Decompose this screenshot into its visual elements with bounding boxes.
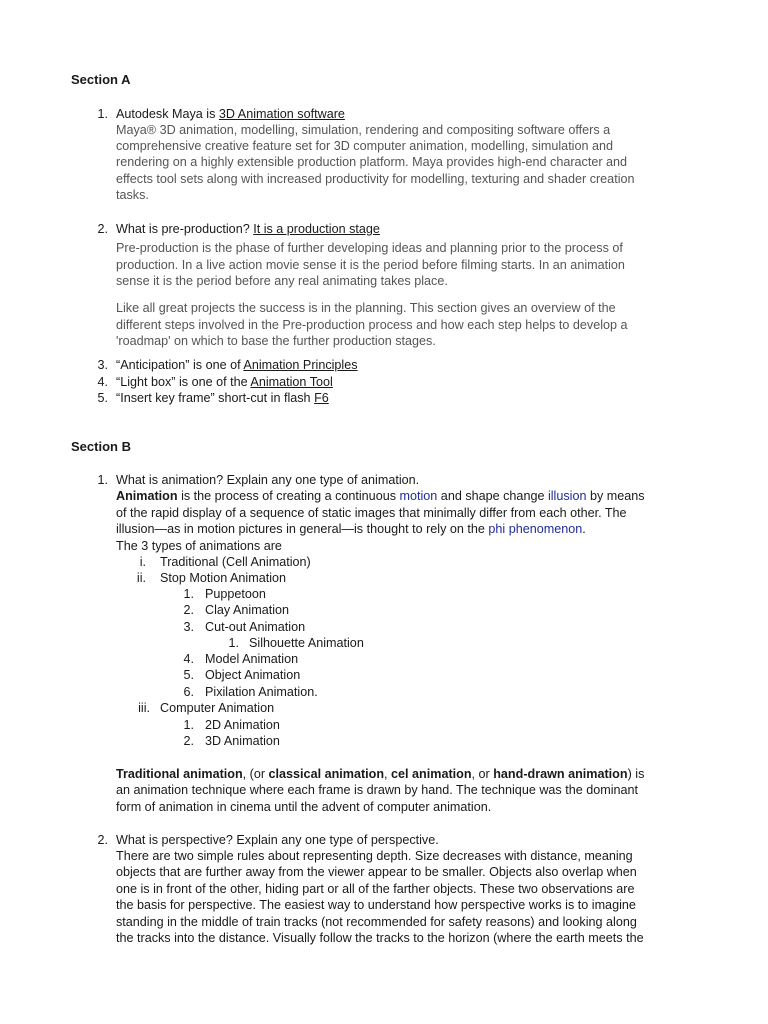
- term-bold: Animation: [116, 489, 178, 503]
- link-phi-phenomenon[interactable]: phi phenomenon: [488, 522, 583, 536]
- term-bold: classical animation: [268, 767, 385, 781]
- body-line: There are two simple rules about representing depth. Size decreases with distance, meaning: [116, 849, 633, 863]
- text: , or: [471, 767, 494, 781]
- description-line: Pre-production is the phase of further developing ideas and planning prior to the process of: [116, 241, 623, 255]
- description-line: comprehensive creative feature set for 3D computer animation, modelling, simulation and: [116, 139, 614, 153]
- list-number: 1.: [183, 718, 194, 732]
- list-number: 2.: [97, 833, 108, 847]
- list-item: Puppetoon: [205, 587, 266, 601]
- question-4: [116, 374, 333, 391]
- list-number: 3.: [97, 358, 108, 372]
- body-line: objects that are further away from the viewer appear to be smaller. Objects also overlap when: [116, 865, 637, 879]
- link-motion[interactable]: motion: [399, 489, 438, 503]
- traditional-line: [116, 766, 644, 783]
- text: by means: [586, 489, 645, 503]
- list-number: 5.: [97, 391, 108, 405]
- term-bold: Traditional animation: [116, 767, 243, 781]
- list-number: 4.: [97, 375, 108, 389]
- list-item: Traditional (Cell Animation): [160, 555, 311, 569]
- question-text: What is pre-production?: [116, 222, 254, 236]
- list-item: Computer Animation: [160, 701, 275, 715]
- list-number: 2.: [183, 734, 194, 748]
- types-intro: The 3 types of animations are: [116, 539, 282, 553]
- answer-text: Animation Tool: [250, 375, 333, 389]
- list-item: 3D Animation: [205, 734, 280, 748]
- body-line: the basis for perspective. The easiest way to understand how perspective works is to imagine: [116, 898, 636, 912]
- text: is the process of creating a continuous: [177, 489, 400, 503]
- description-line: production. In a live action movie sense it is the period before filming starts. In an animation: [116, 258, 625, 272]
- question-text: What is perspective? Explain any one type of perspective.: [116, 833, 439, 847]
- traditional-line: an animation technique where each frame is drawn by hand. The technique was the dominant: [116, 783, 639, 797]
- answer-text: 3D Animation software: [218, 107, 345, 121]
- term-bold: cel animation: [391, 767, 472, 781]
- list-item: Pixilation Animation.: [205, 685, 318, 699]
- description-line: Maya® 3D animation, modelling, simulation, rendering and compositing software offers a: [116, 123, 611, 137]
- definition-line: [116, 488, 645, 505]
- text: ,: [384, 767, 392, 781]
- question-text: What is animation? Explain any one type of animation.: [116, 473, 420, 487]
- section-b-heading: Section B: [71, 439, 131, 454]
- text: illusion—as in motion pictures in general—is thought to rely on the: [116, 522, 489, 536]
- question-text: “Anticipation” is one of: [116, 358, 244, 372]
- list-item: Cut-out Animation: [205, 620, 306, 634]
- text: .: [582, 522, 586, 536]
- description-line: rendering on a highly extensible production platform. Maya provides high-end character and: [116, 155, 628, 169]
- list-number: iii.: [138, 701, 150, 715]
- term-bold: hand-drawn animation: [493, 767, 628, 781]
- text: ) is: [627, 767, 645, 781]
- list-item: Object Animation: [205, 668, 301, 682]
- list-number: 4.: [183, 652, 194, 666]
- list-number: 1.: [97, 107, 108, 121]
- section-a-heading: Section A: [71, 72, 131, 87]
- list-number: 1.: [183, 587, 194, 601]
- question-1: [116, 106, 345, 123]
- description-line: sense it is the period before any real animating takes place.: [116, 274, 448, 288]
- question-3: [116, 357, 358, 374]
- answer-text: Animation Principles: [243, 358, 358, 372]
- list-number: 6.: [183, 685, 194, 699]
- description-line: tasks.: [116, 188, 149, 202]
- list-item: 2D Animation: [205, 718, 280, 732]
- list-item: Stop Motion Animation: [160, 571, 287, 585]
- body-line: one is in front of the other, hiding part or all of the farther objects. These two observations are: [116, 882, 635, 896]
- description-line: 'roadmap' on which to base the further production stages.: [116, 334, 436, 348]
- list-item: Model Animation: [205, 652, 299, 666]
- list-number: 1.: [97, 473, 108, 487]
- text: , (or: [242, 767, 269, 781]
- question-text: Autodesk Maya is: [116, 107, 219, 121]
- definition-line: of the rapid display of a sequence of static images that minimally differ from each other. The: [116, 506, 627, 520]
- text: and shape change: [437, 489, 548, 503]
- description-line: Like all great projects the success is in the planning. This section gives an overview of the: [116, 301, 616, 315]
- question-text: “Light box” is one of the: [116, 375, 251, 389]
- definition-line: [116, 521, 586, 538]
- answer-text: It is a production stage: [253, 222, 380, 236]
- question-text: “Insert key frame” short-cut in flash: [116, 391, 315, 405]
- body-line: the tracks into the distance. Visually follow the tracks to the horizon (where the earth meets the: [116, 931, 644, 945]
- list-number: ii.: [136, 571, 146, 585]
- list-number: 3.: [183, 620, 194, 634]
- description-line: effects tool sets along with increased productivity for modelling, texturing and shader creation: [116, 172, 635, 186]
- traditional-line: form of animation in cinema until the advent of computer animation.: [116, 800, 492, 814]
- list-item: Silhouette Animation: [249, 636, 364, 650]
- body-line: standing in the middle of train tracks (not recommended for safety reasons) and looking along: [116, 915, 637, 929]
- list-number: 2.: [183, 603, 194, 617]
- answer-text: F6: [314, 391, 329, 405]
- description-line: different steps involved in the Pre-production process and how each step helps to develop a: [116, 318, 628, 332]
- question-2: [116, 221, 380, 238]
- list-number: 1.: [228, 636, 239, 650]
- list-number: 2.: [97, 222, 108, 236]
- list-number: 5.: [183, 668, 194, 682]
- question-5: [116, 390, 329, 407]
- list-item: Clay Animation: [205, 603, 289, 617]
- link-illusion[interactable]: illusion: [547, 489, 587, 503]
- list-number: i.: [139, 555, 146, 569]
